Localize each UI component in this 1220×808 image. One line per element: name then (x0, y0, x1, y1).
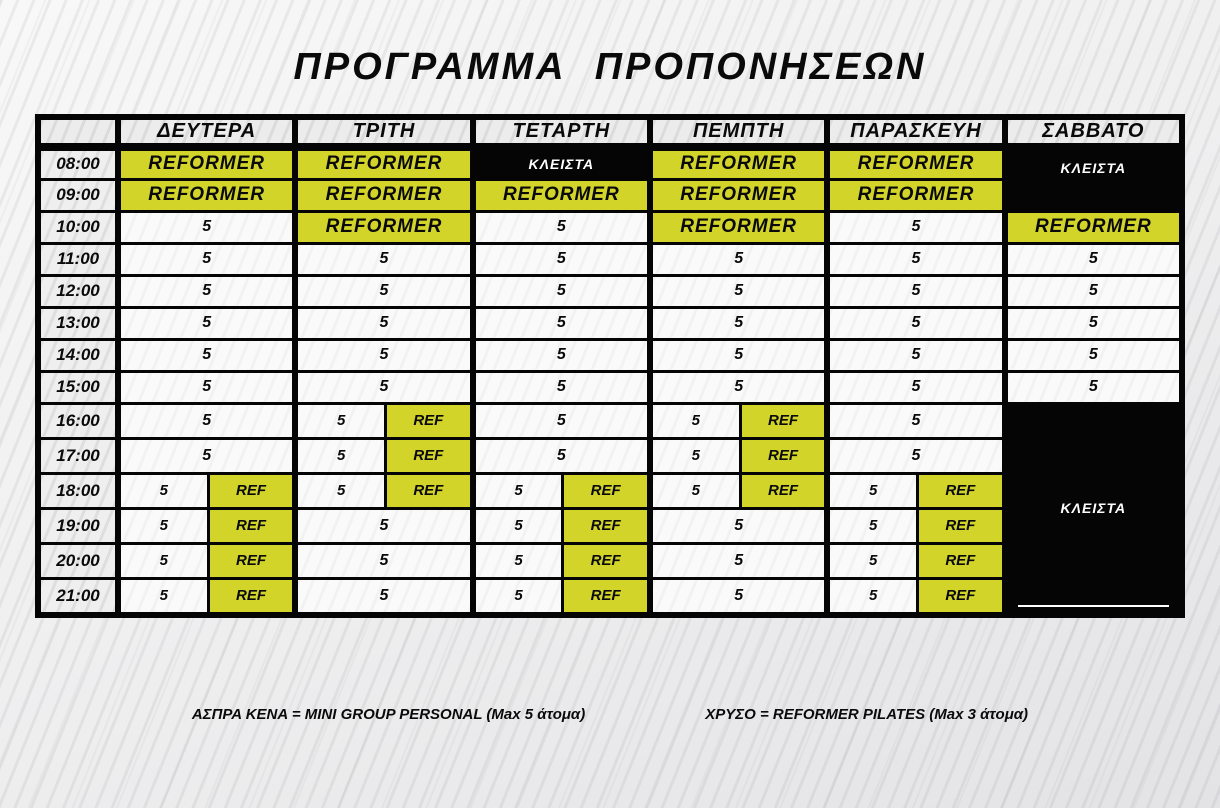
cell-open-group: 5 (118, 438, 295, 473)
cell-open-group: 5 (118, 371, 295, 403)
time-cell: 17:00 (38, 438, 118, 473)
legend-gold-cells: ΧΡΥΣΟ = REFORMER PILATES (Max 3 άτομα) (705, 706, 1029, 723)
split-reformer-half: REF (739, 405, 825, 437)
day-header-row (38, 117, 1182, 147)
split-reformer-half: REF (916, 475, 1002, 507)
split-open-half: 5 (121, 475, 207, 507)
cell-open-group: 5 (473, 211, 650, 243)
cell-open-group: 5 (650, 339, 827, 371)
split-open-half: 5 (653, 475, 739, 507)
cell-split (827, 578, 1004, 615)
split-open-half: 5 (476, 580, 562, 612)
cell-open-group: 5 (295, 371, 472, 403)
cell-reformer: REFORMER (295, 147, 472, 179)
time-cell: 19:00 (38, 508, 118, 543)
cell-open-group: 5 (650, 578, 827, 615)
split-open-half: 5 (476, 510, 562, 542)
cell-open-group: 5 (473, 243, 650, 275)
cell-open-group: 5 (650, 371, 827, 403)
cell-split (650, 473, 827, 508)
time-cell: 13:00 (38, 307, 118, 339)
split-open-half: 5 (121, 510, 207, 542)
cell-reformer: REFORMER (1005, 211, 1182, 243)
legend (0, 706, 1220, 723)
split-reformer-half: REF (384, 405, 470, 437)
split-cell-wrap (653, 440, 824, 472)
cell-split (118, 543, 295, 578)
split-cell-wrap (121, 475, 292, 507)
cell-closed (1005, 403, 1182, 615)
cell-reformer: REFORMER (118, 179, 295, 211)
day-header-3: ΤΕΤΑΡΤΗ (473, 117, 650, 147)
cell-open-group: 5 (118, 403, 295, 438)
schedule-row (38, 211, 1182, 243)
cell-split (650, 438, 827, 473)
split-cell-wrap (121, 545, 292, 577)
schedule-row (38, 275, 1182, 307)
cell-closed (1005, 147, 1182, 211)
split-reformer-half: REF (916, 510, 1002, 542)
cell-split (473, 543, 650, 578)
split-cell-wrap (830, 510, 1001, 542)
cell-reformer: REFORMER (827, 179, 1004, 211)
cell-reformer: REFORMER (295, 179, 472, 211)
cell-split (118, 578, 295, 615)
time-cell: 18:00 (38, 473, 118, 508)
time-cell: 14:00 (38, 339, 118, 371)
split-reformer-half: REF (916, 580, 1002, 612)
day-header-6: ΣΑΒΒΑΤΟ (1005, 117, 1182, 147)
schedule-row (38, 243, 1182, 275)
split-cell-wrap (298, 440, 469, 472)
cell-open-group: 5 (650, 243, 827, 275)
split-reformer-half: REF (739, 440, 825, 472)
split-open-half: 5 (653, 440, 739, 472)
cell-closed (473, 147, 650, 179)
schedule-row (38, 147, 1182, 179)
time-cell: 11:00 (38, 243, 118, 275)
split-reformer-half: REF (207, 510, 293, 542)
cell-split (827, 473, 1004, 508)
split-open-half: 5 (121, 580, 207, 612)
cell-reformer: REFORMER (473, 179, 650, 211)
cell-open-group: 5 (650, 508, 827, 543)
cell-open-group: 5 (473, 307, 650, 339)
split-open-half: 5 (298, 405, 384, 437)
split-open-half: 5 (121, 545, 207, 577)
split-cell-wrap (653, 405, 824, 437)
split-open-half: 5 (830, 475, 916, 507)
cell-open-group: 5 (118, 307, 295, 339)
cell-open-group: 5 (295, 543, 472, 578)
day-header-5: ΠΑΡΑΣΚΕΥΗ (827, 117, 1004, 147)
split-reformer-half: REF (207, 545, 293, 577)
split-open-half: 5 (298, 475, 384, 507)
cell-open-group: 5 (827, 243, 1004, 275)
time-cell: 08:00 (38, 147, 118, 179)
split-open-half: 5 (830, 545, 916, 577)
cell-open-group: 5 (473, 275, 650, 307)
cell-split (473, 473, 650, 508)
cell-split (118, 473, 295, 508)
schedule-row (38, 403, 1182, 438)
cell-reformer: REFORMER (650, 147, 827, 179)
cell-open-group: 5 (295, 307, 472, 339)
cell-reformer: REFORMER (650, 211, 827, 243)
time-cell: 20:00 (38, 543, 118, 578)
cell-open-group: 5 (1005, 371, 1182, 403)
cell-open-group: 5 (827, 371, 1004, 403)
time-cell: 12:00 (38, 275, 118, 307)
cell-open-group: 5 (650, 307, 827, 339)
day-header-2: ΤΡΙΤΗ (295, 117, 472, 147)
split-open-half: 5 (830, 510, 916, 542)
cell-reformer: REFORMER (650, 179, 827, 211)
split-open-half: 5 (476, 545, 562, 577)
split-cell-wrap (121, 510, 292, 542)
page-title: ΠΡΟΓΡΑΜΜΑ ΠΡΟΠΟΝΗΣΕΩΝ (293, 46, 927, 88)
cell-open-group: 5 (1005, 275, 1182, 307)
cell-open-group: 5 (295, 243, 472, 275)
cell-open-group: 5 (1005, 243, 1182, 275)
day-header-4: ΠΕΜΠΤΗ (650, 117, 827, 147)
cell-open-group: 5 (295, 508, 472, 543)
cell-open-group: 5 (827, 211, 1004, 243)
split-cell-wrap (830, 580, 1001, 612)
split-cell-wrap (653, 475, 824, 507)
cell-split (650, 403, 827, 438)
cell-reformer: REFORMER (295, 211, 472, 243)
closed-label: ΚΛΕΙΣΤΑ (1060, 500, 1127, 516)
split-reformer-half: REF (384, 475, 470, 507)
split-open-half: 5 (476, 475, 562, 507)
closed-label: ΚΛΕΙΣΤΑ (528, 156, 595, 173)
split-cell-wrap (476, 580, 647, 612)
cell-reformer: REFORMER (827, 147, 1004, 179)
split-reformer-half: REF (561, 475, 647, 507)
time-cell: 16:00 (38, 403, 118, 438)
schedule-row (38, 371, 1182, 403)
split-open-half: 5 (653, 405, 739, 437)
cell-open-group: 5 (118, 243, 295, 275)
split-cell-wrap (830, 475, 1001, 507)
cell-open-group: 5 (473, 371, 650, 403)
cell-split (473, 508, 650, 543)
split-open-half: 5 (830, 580, 916, 612)
corner-cell (38, 117, 118, 147)
day-header-1: ΔΕΥΤΕΡΑ (118, 117, 295, 147)
cell-open-group: 5 (827, 403, 1004, 438)
cell-split (827, 508, 1004, 543)
cell-open-group: 5 (473, 403, 650, 438)
cell-split (295, 473, 472, 508)
split-reformer-half: REF (916, 545, 1002, 577)
split-cell-wrap (476, 545, 647, 577)
cell-open-group: 5 (827, 307, 1004, 339)
cell-open-group: 5 (295, 339, 472, 371)
time-cell: 15:00 (38, 371, 118, 403)
split-reformer-half: REF (207, 475, 293, 507)
cell-open-group: 5 (118, 339, 295, 371)
split-open-half: 5 (298, 440, 384, 472)
cell-open-group: 5 (827, 275, 1004, 307)
cell-open-group: 5 (473, 438, 650, 473)
cell-open-group: 5 (295, 578, 472, 615)
split-cell-wrap (298, 475, 469, 507)
time-cell: 21:00 (38, 578, 118, 615)
cell-open-group: 5 (1005, 339, 1182, 371)
split-reformer-half: REF (561, 580, 647, 612)
cell-reformer: REFORMER (118, 147, 295, 179)
schedule-table (35, 114, 1185, 618)
time-cell: 09:00 (38, 179, 118, 211)
split-reformer-half: REF (561, 510, 647, 542)
split-reformer-half: REF (207, 580, 293, 612)
split-cell-wrap (298, 405, 469, 437)
cell-open-group: 5 (473, 339, 650, 371)
split-cell-wrap (830, 545, 1001, 577)
cell-split (295, 403, 472, 438)
split-cell-wrap (476, 510, 647, 542)
cell-split (473, 578, 650, 615)
cell-split (827, 543, 1004, 578)
schedule-row (38, 307, 1182, 339)
split-cell-wrap (476, 475, 647, 507)
cell-open-group: 5 (118, 211, 295, 243)
cell-open-group: 5 (118, 275, 295, 307)
cell-open-group: 5 (827, 438, 1004, 473)
split-reformer-half: REF (739, 475, 825, 507)
closed-label: ΚΛΕΙΣΤΑ (1060, 160, 1127, 176)
cell-open-group: 5 (650, 275, 827, 307)
cell-split (118, 508, 295, 543)
cell-open-group: 5 (295, 275, 472, 307)
time-cell: 10:00 (38, 211, 118, 243)
cell-open-group: 5 (650, 543, 827, 578)
cell-open-group: 5 (1005, 307, 1182, 339)
schedule-row (38, 339, 1182, 371)
legend-white-cells: ΑΣΠΡΑ ΚΕΝΑ = MINI GROUP PERSONAL (Max 5 άτομα) (191, 706, 586, 723)
split-reformer-half: REF (561, 545, 647, 577)
cell-split (295, 438, 472, 473)
cell-open-group: 5 (827, 339, 1004, 371)
split-cell-wrap (121, 580, 292, 612)
split-reformer-half: REF (384, 440, 470, 472)
